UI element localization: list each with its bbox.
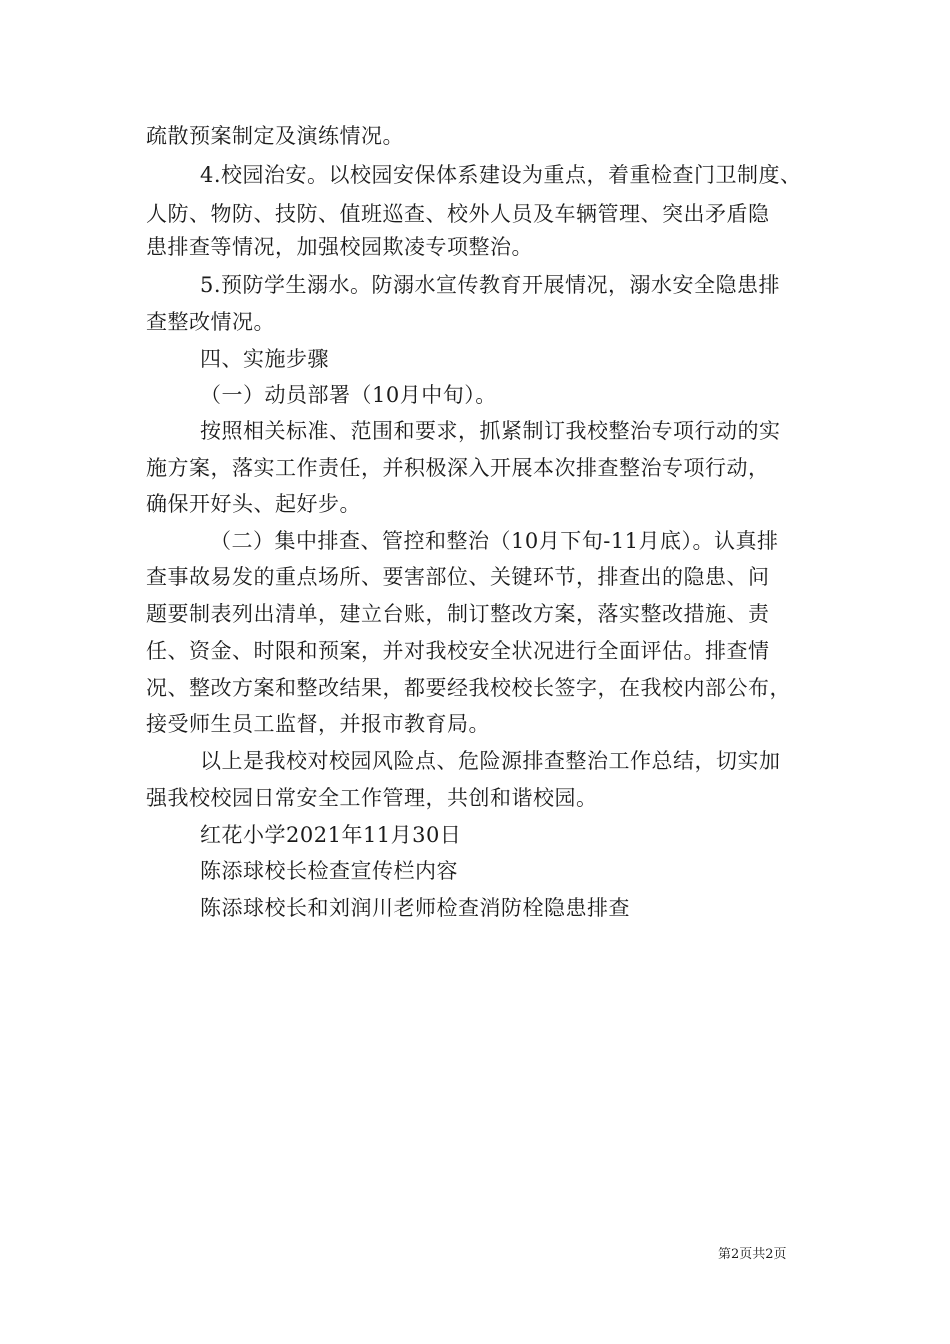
text-line: 5.预防学生溺水。防溺水宣传教育开展情况，溺水安全隐患排 bbox=[200, 273, 781, 297]
text-line: 题要制表列出清单，建立台账，制订整改方案，落实整改措施、责 bbox=[146, 602, 770, 626]
text-line: 疏散预案制定及演练情况。 bbox=[146, 124, 404, 148]
page-number: 第2页共2页 bbox=[718, 1247, 787, 1262]
text-line: 患排查等情况，加强校园欺凌专项整治。 bbox=[146, 235, 533, 259]
subsection-heading: （一）动员部署（10月中旬）。 bbox=[200, 383, 497, 407]
text-line: 4.校园治安。以校园安保体系建设为重点，着重检查门卫制度、 bbox=[200, 163, 802, 187]
photo-caption: 陈添球校长和刘润川老师检查消防栓隐患排查 bbox=[200, 896, 630, 920]
text-line: 人防、物防、技防、值班巡查、校外人员及车辆管理、突出矛盾隐 bbox=[146, 202, 770, 226]
text-line: 查整改情况。 bbox=[146, 310, 275, 334]
text-line: 以上是我校对校园风险点、危险源排查整治工作总结，切实加 bbox=[200, 749, 781, 773]
text-line: （二）集中排查、管控和整治（10月下旬-11月底）。认真排 bbox=[210, 529, 779, 553]
photo-caption: 陈添球校长检查宣传栏内容 bbox=[200, 859, 458, 883]
text-line: 确保开好头、起好步。 bbox=[146, 492, 361, 516]
section-heading: 四、实施步骤 bbox=[200, 347, 329, 371]
text-line: 按照相关标准、范围和要求，抓紧制订我校整治专项行动的实 bbox=[200, 419, 781, 443]
text-line: 接受师生员工监督，并报市教育局。 bbox=[146, 712, 490, 736]
date-signature: 红花小学2021年11月30日 bbox=[200, 823, 462, 847]
text-line: 强我校校园日常安全工作管理，共创和谐校园。 bbox=[146, 786, 598, 810]
text-line: 况、整改方案和整改结果，都要经我校校长签字，在我校内部公布， bbox=[146, 676, 791, 700]
text-line: 任、资金、时限和预案，并对我校安全状况进行全面评估。排查情 bbox=[146, 639, 770, 663]
text-line: 施方案，落实工作责任，并积极深入开展本次排查整治专项行动， bbox=[146, 456, 770, 480]
text-line: 查事故易发的重点场所、要害部位、关键环节，排查出的隐患、问 bbox=[146, 565, 770, 589]
